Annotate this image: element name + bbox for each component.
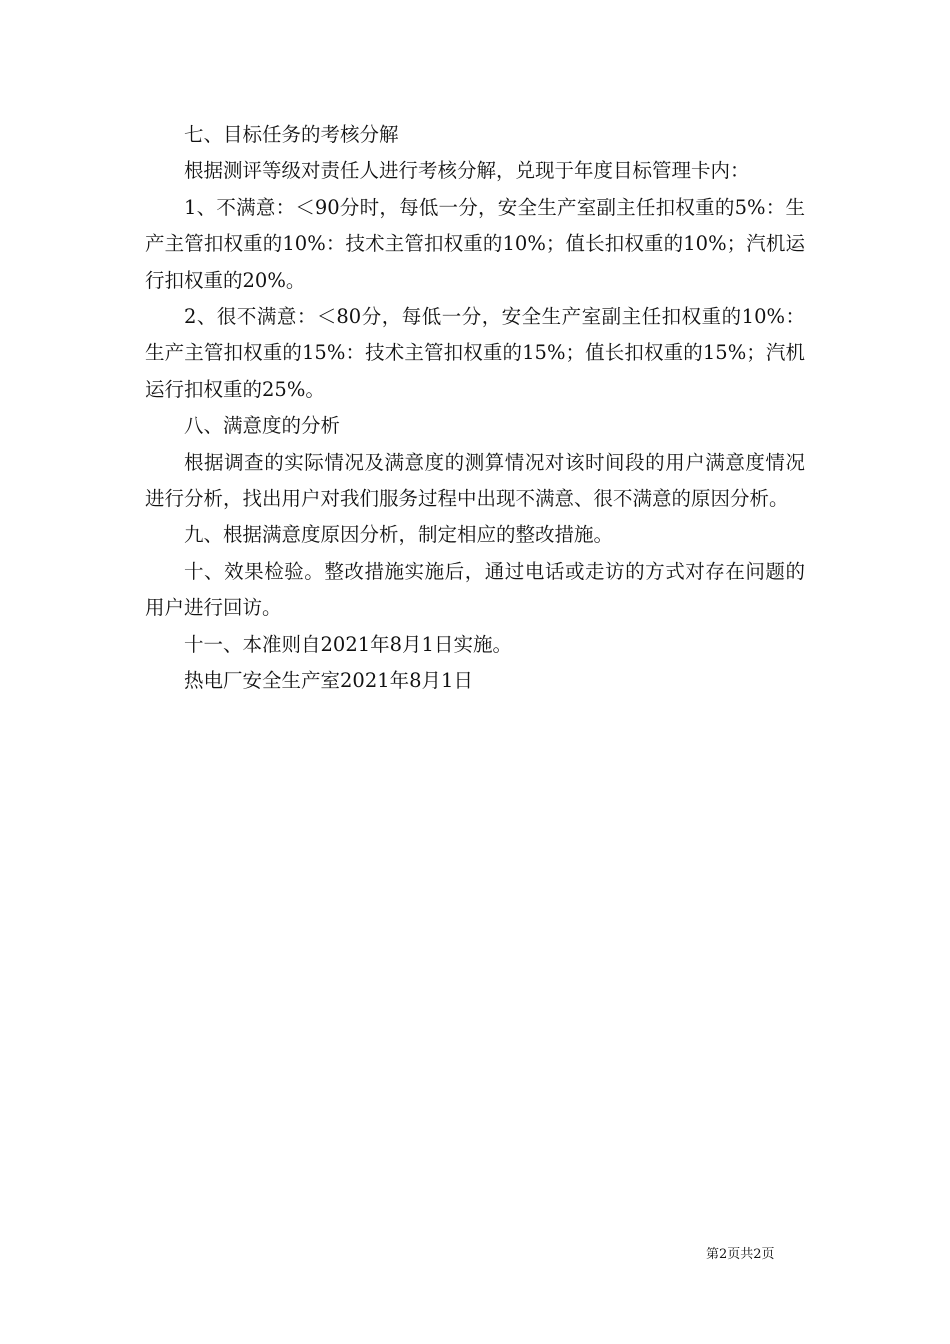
section-heading-10: 十、效果检验。整改措施实施后，通过电话或走访的方式对存在问题的用户进行回访。: [145, 559, 805, 620]
section-heading-8: 八、满意度的分析: [184, 414, 341, 438]
section-heading-11: 十一、本准则自2021年8月1日实施。: [184, 632, 512, 656]
section-heading-9: 九、根据满意度原因分析，制定相应的整改措施。: [184, 523, 614, 547]
section-heading-7: 七、目标任务的考核分解: [184, 123, 399, 146]
paragraph-very-unsatisfied-rule: 2、很不满意：＜80分，每低一分，安全生产室副主任扣权重的10%：生产主管扣权重的15%：技术主管扣权重的15%；值长扣权重的15%；汽机运行扣权重的25%。: [145, 305, 805, 401]
paragraph-assessment-intro: 根据测评等级对责任人进行考核分解，兑现于年度目标管理卡内：: [184, 159, 750, 183]
signature-line: 热电厂安全生产室2021年8月1日: [184, 669, 473, 693]
paragraph-unsatisfied-rule: 1、不满意：＜90分时，每低一分，安全生产室副主任扣权重的5%：生产主管扣权重的10%：技术主管扣权重的10%；值长扣权重的10%；汽机运行扣权重的20%。: [145, 195, 805, 292]
document-body: [145, 117, 805, 700]
page-number: 第2页共2页: [706, 1247, 775, 1262]
paragraph-satisfaction-analysis: 根据调查的实际情况及满意度的测算情况对该时间段的用户满意度情况进行分析，找出用户对我们服务过程中出现不满意、很不满意的原因分析。: [145, 450, 805, 511]
